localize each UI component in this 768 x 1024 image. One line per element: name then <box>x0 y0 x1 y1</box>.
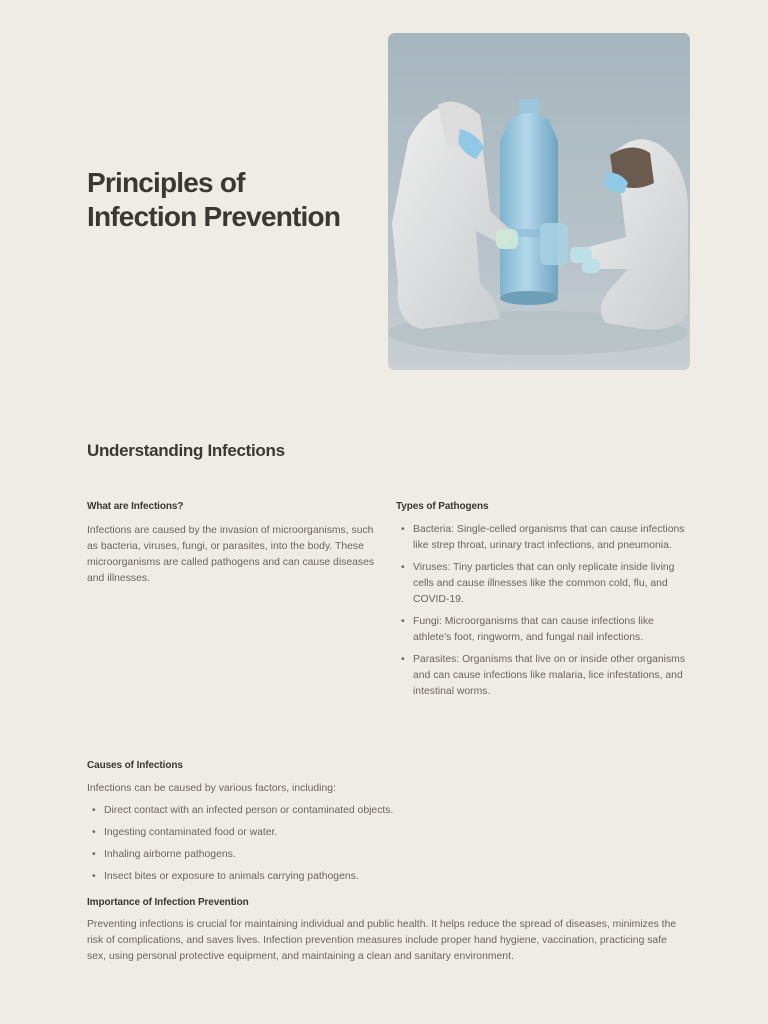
page-title-line-2: Infection Prevention <box>87 201 341 232</box>
list-item-parasites: • Parasites: Organisms that live on or inside other organisms and can cause infections like malaria, lice infestations, and intestinal worms. <box>396 652 686 700</box>
list-item-direct-contact: • Direct contact with an infected person or contaminated objects. <box>87 803 687 819</box>
what-are-infections-heading: What are Infections? <box>87 501 184 512</box>
causes-heading: Causes of Infections <box>87 760 183 771</box>
causes-list <box>87 803 687 885</box>
section-heading: Understanding Infections <box>87 441 285 460</box>
list-item-insect-bites: • Insect bites or exposure to animals carrying pathogens. <box>87 869 687 885</box>
pathogen-list <box>396 522 686 700</box>
list-item-ingesting: • Ingesting contaminated food or water. <box>87 825 687 841</box>
types-of-pathogens-block <box>396 501 686 706</box>
types-of-pathogens-heading: Types of Pathogens <box>396 501 489 512</box>
what-are-infections-text: Infections are caused by the invasion of microorganisms, such as bacteria, viruses, fungi, or parasites, into the body. These microorganisms are called pathogens and can cause diseases and illnesses. <box>87 525 375 584</box>
protective-suits-illustration-icon <box>388 33 690 370</box>
list-item-fungi: • Fungi: Microorganisms that can cause infections like athlete's foot, ringworm, and fungal nail infections. <box>396 614 686 646</box>
list-item-inhaling: • Inhaling airborne pathogens. <box>87 847 687 863</box>
importance-block <box>87 897 687 965</box>
hero-illustration <box>388 33 690 370</box>
page-title <box>87 166 340 234</box>
importance-text: Preventing infections is crucial for maintaining individual and public health. It helps reduce the spread of diseases, minimizes the risk of complications, and saves lives. Infection prevention measures include proper hand hygiene, vaccination, practicing safe sex, using personal protective equipment, and maintaining a clean and sanitary environment. <box>87 919 677 962</box>
importance-heading: Importance of Infection Prevention <box>87 897 249 908</box>
list-item-viruses: • Viruses: Tiny particles that can only replicate inside living cells and cause illnesses like the common cold, flu, and COVID-19. <box>396 560 686 608</box>
causes-block <box>87 760 687 891</box>
list-item-bacteria: • Bacteria: Single-celled organisms that can cause infections like strep throat, urinary tract infections, and pneumonia. <box>396 522 686 554</box>
what-are-infections-block <box>87 501 377 587</box>
causes-intro: Infections can be caused by various factors, including: <box>87 783 336 794</box>
page-title-line-1: Principles of <box>87 167 245 198</box>
